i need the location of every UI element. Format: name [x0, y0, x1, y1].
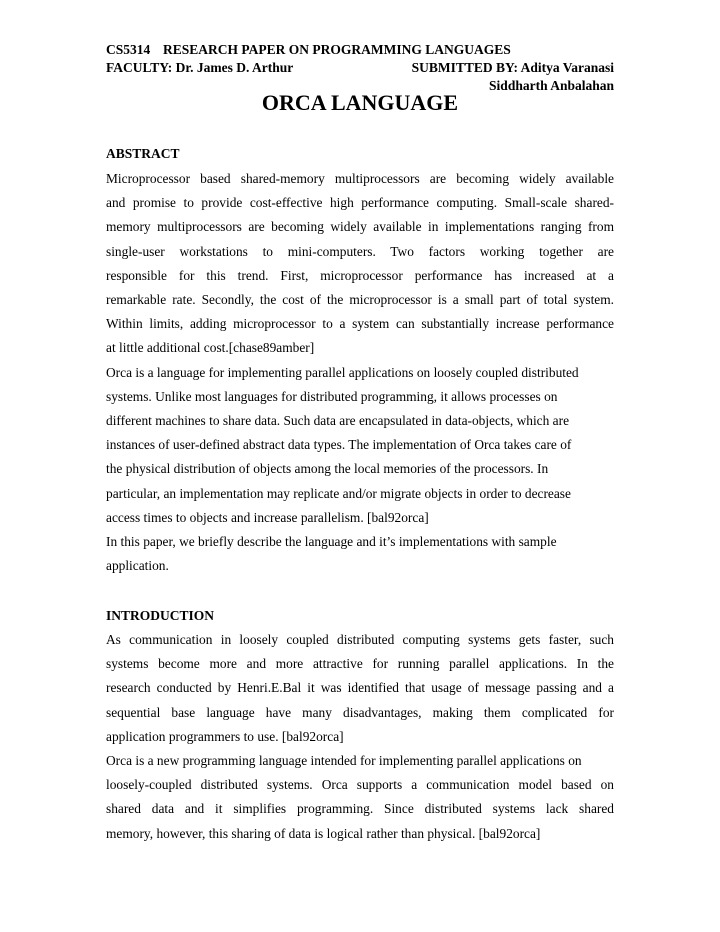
- text-line: particular, an implementation may replicate and/or migrate objects in order to decrease: [106, 485, 571, 501]
- text-line: Within limits, adding microprocessor to a system can substantially increase performance: [106, 316, 614, 332]
- text-line: instances of user-defined abstract data types. The implementation of Orca takes care of: [106, 437, 572, 453]
- paper-header-title: RESEARCH PAPER ON PROGRAMMING LANGUAGES: [163, 42, 511, 57]
- text-line: systems. Unlike most languages for distributed programming, it allows processes on: [106, 388, 558, 404]
- text-line: responsible for this trend. First, microprocessor performance has increased at a: [106, 267, 614, 283]
- introduction-paragraph-2: [106, 749, 614, 846]
- abstract-paragraph-2: [106, 361, 614, 530]
- text-line: As communication in loosely coupled distributed computing systems gets faster, such: [106, 632, 614, 647]
- second-author: Siddharth Anbalahan: [489, 78, 614, 93]
- text-line: single-user workstations to mini-computers. Two factors working together are: [106, 243, 614, 259]
- abstract-paragraph-3: [106, 530, 614, 578]
- faculty-line: FACULTY: Dr. James D. Arthur: [106, 60, 294, 75]
- abstract-paragraph-1: [106, 167, 614, 361]
- text-line: In this paper, we briefly describe the language and it’s implementations with sample: [106, 534, 557, 549]
- text-line: at little additional cost.[chase89amber]: [106, 340, 315, 356]
- text-line: and promise to provide cost-effective high performance computing. Small-scale shared-: [106, 195, 614, 211]
- paper-title: ORCA LANGUAGE: [261, 90, 459, 115]
- text-line: Orca is a new programming language intended for implementing parallel applications on: [106, 753, 582, 768]
- abstract-heading: ABSTRACT: [106, 146, 180, 161]
- course-code: CS5314: [106, 42, 151, 57]
- submitted-by-line: SUBMITTED BY: Aditya Varanasi: [411, 60, 614, 75]
- text-line: application programmers to use. [bal92orca]: [106, 728, 344, 744]
- text-line: sequential base language have many disadvantages, making them complicated for: [106, 704, 614, 720]
- text-line: the physical distribution of objects among the local memories of the processors. In: [106, 461, 549, 477]
- text-line: systems become more and more attractive for running parallel applications. In the: [106, 656, 614, 672]
- text-line: shared data and it simplifies programming. Since distributed systems lack shared: [106, 801, 614, 817]
- text-line: application.: [106, 558, 169, 574]
- text-line: access times to objects and increase parallelism. [bal92orca]: [106, 509, 429, 525]
- text-line: memory multiprocessors are becoming widely available in implementations ranging from: [106, 219, 614, 235]
- introduction-paragraph-1: [106, 628, 614, 749]
- text-line: remarkable rate. Secondly, the cost of the microprocessor is a small part of total system.: [106, 291, 614, 307]
- text-line: different machines to share data. Such data are encapsulated in data-objects, which are: [106, 412, 570, 428]
- text-line: Microprocessor based shared-memory multiprocessors are becoming widely available: [106, 171, 614, 186]
- text-line: research conducted by Henri.E.Bal it was identified that usage of message passing and a: [106, 680, 614, 696]
- text-line: memory, however, this sharing of data is logical rather than physical. [bal92orca]: [106, 825, 541, 841]
- text-line: Orca is a language for implementing parallel applications on loosely coupled distributed: [106, 364, 579, 380]
- text-line: loosely-coupled distributed systems. Orca supports a communication model based on: [106, 777, 614, 793]
- introduction-heading: INTRODUCTION: [106, 608, 215, 623]
